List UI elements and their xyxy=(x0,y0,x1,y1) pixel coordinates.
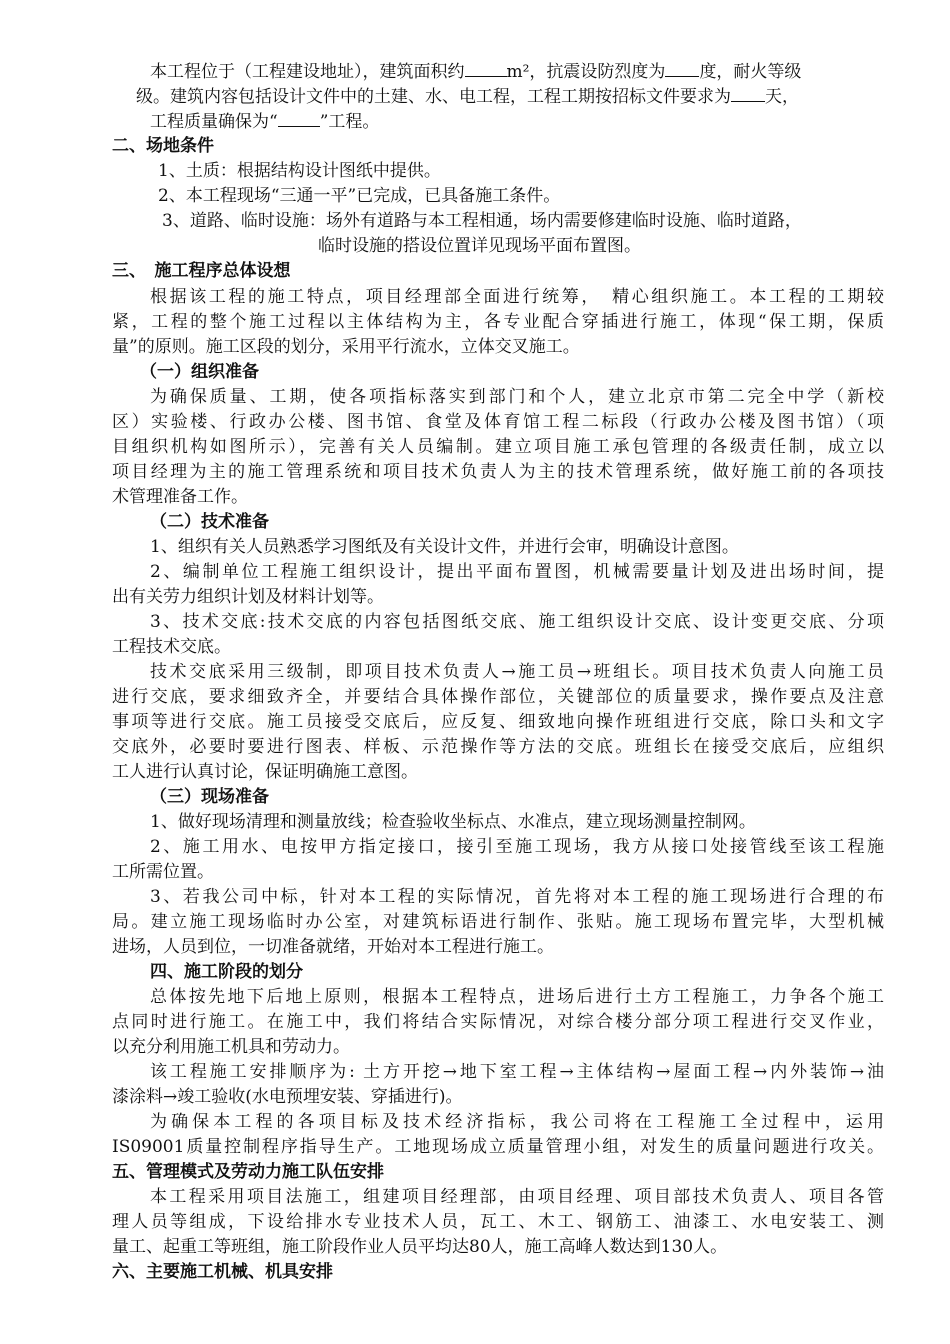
tech-item-2-line: 出有关劳力组织计划及材料计划等。 xyxy=(112,587,384,607)
tech-disclosure-line: 技术交底采用三级制，即项目技术负责人→施工员→班组长。项目技术负责人向施工员 xyxy=(150,662,884,682)
s4-quality-line: 为确保本工程的各项目标及技术经济指标，我公司将在工程施工全过程中，运用 xyxy=(150,1112,884,1132)
tech-item-3-line: 工程技术交底。 xyxy=(112,637,231,657)
intro-text: ”工程。 xyxy=(319,112,380,132)
s5-para-line: 量工、起重工等班组，施工阶段作业人员平均达80人，施工高峰人数达到130人。 xyxy=(112,1237,728,1257)
tech-disclosure-line: 交底外，必要时要进行图表、样板、示范操作等方法的交底。班组长在接受交底后，应组织 xyxy=(112,737,884,757)
intro-line-1 xyxy=(150,59,801,83)
intro-text: 本工程位于（工程建设地址），建筑面积约 xyxy=(150,62,465,82)
intro-text: 天， xyxy=(765,87,799,107)
intro-line-2 xyxy=(136,84,799,108)
seismic-blank xyxy=(665,59,699,77)
section-3-heading: 三、 施工程序总体设想 xyxy=(112,261,291,281)
section-6-heading: 六、主要施工机械、机具安排 xyxy=(112,1262,333,1282)
intro-line-3 xyxy=(150,109,379,133)
quality-blank xyxy=(278,109,320,127)
site-prep-item-1: 1、做好现场清理和测量放线；检查验收坐标点、水准点，建立现场测量控制网。 xyxy=(150,812,756,832)
site-item-1: 1、土质：根据结构设计图纸中提供。 xyxy=(158,161,441,181)
subheading-org-prep: （一）组织准备 xyxy=(140,362,259,382)
site-item-3-line-1: 3、道路、临时设施：场外有道路与本工程相通，场内需要修建临时设施、临时道路， xyxy=(162,211,802,231)
tech-disclosure-line: 工人进行认真讨论，保证明确施工意图。 xyxy=(112,762,418,782)
intro-text: 工程质量确保为“ xyxy=(150,112,278,132)
duration-blank xyxy=(731,84,765,102)
site-prep-item-3-line: 3、若我公司中标，针对本工程的实际情况，首先将对本工程的施工现场进行合理的布 xyxy=(150,887,884,907)
s4-para-line: 总体按先地下后地上原则，根据本工程特点，进场后进行土方工程施工，力争各个施工 xyxy=(150,987,884,1007)
site-prep-item-3-line: 局。建立施工现场临时办公室，对建筑标语进行制作、张贴。施工现场布置完毕，大型机械 xyxy=(112,912,884,932)
s4-para-line: 以充分利用施工机具和劳动力。 xyxy=(112,1037,350,1057)
tech-disclosure-line: 事项等进行交底。施工员接受交底后，应反复、细致地向操作班组进行交底，除口头和文字 xyxy=(112,712,884,732)
s4-para-line: 点同时进行施工。在施工中，我们将结合实际情况，对综合楼分部分项工程进行交叉作业， xyxy=(112,1012,884,1032)
site-item-2: 2、本工程现场“三通一平”已完成，已具备施工条件。 xyxy=(158,186,561,206)
tech-item-1: 1、组织有关人员熟悉学习图纸及有关设计文件，并进行会审，明确设计意图。 xyxy=(150,537,739,557)
s3-para-line: 紧，工程的整个施工过程以主体结构为主，各专业配合穿插进行施工，体现“保工期，保质 xyxy=(112,312,884,332)
site-item-3-line-2: 临时设施的搭设位置详见现场平面布置图。 xyxy=(318,236,641,256)
s3-para-line: 量”的原则。施工区段的划分，采用平行流水，立体交叉施工。 xyxy=(112,337,580,357)
intro-text: 度，耐火等级 xyxy=(699,62,802,82)
org-para-line: 术管理准备工作。 xyxy=(112,487,248,507)
tech-item-3-line: 3、技术交底:技术交底的内容包括图纸交底、施工组织设计交底、设计变更交底、分项 xyxy=(150,612,884,632)
s4-quality-line: IS09001质量控制程序指导生产。工地现场成立质量管理小组，对发生的质量问题进行攻关。 xyxy=(112,1137,884,1157)
org-para-line: 项目经理为主的施工管理系统和项目技术负责人为主的技术管理系统，做好施工前的各项技 xyxy=(112,462,884,482)
section-5-heading: 五、管理模式及劳动力施工队伍安排 xyxy=(112,1162,384,1182)
intro-text: m²，抗震设防烈度为 xyxy=(506,62,666,82)
subheading-tech-prep: （二）技术准备 xyxy=(150,512,269,532)
org-para-line: 为确保质量、工期，使各项指标落实到部门和个人，建立北京市第二完全中学（新校 xyxy=(150,387,884,407)
site-prep-item-2-line: 工所需位置。 xyxy=(112,862,214,882)
s5-para-line: 本工程采用项目法施工，组建项目经理部，由项目经理、项目部技术负责人、项目各管 xyxy=(150,1187,884,1207)
s3-para-line: 根据该工程的施工特点，项目经理部全面进行统筹， 精心组织施工。本工程的工期较 xyxy=(150,287,884,307)
subheading-site-prep: （三）现场准备 xyxy=(150,787,269,807)
org-para-line: 目组织机构如图所示），完善有关人员编制。建立项目施工承包管理的各级责任制，成立以 xyxy=(112,437,884,457)
org-para-line: 区）实验楼、行政办公楼、图书馆、食堂及体育馆工程二标段（行政办公楼及图书馆）（项 xyxy=(112,412,884,432)
s4-sequence-line: 该工程施工安排顺序为: 土方开挖→地下室工程→主体结构→屋面工程→内外装饰→油 xyxy=(150,1062,884,1082)
site-prep-item-3-line: 进场，人员到位，一切准备就绪，开始对本工程进行施工。 xyxy=(112,937,554,957)
site-prep-item-2-line: 2、施工用水、电按甲方指定接口，接引至施工现场，我方从接口处接管线至该工程施 xyxy=(150,837,884,857)
area-blank xyxy=(465,59,507,77)
intro-text: 级。建筑内容包括设计文件中的土建、水、电工程，工程工期按招标文件要求为 xyxy=(136,87,731,107)
s5-para-line: 理人员等组成，下设给排水专业技术人员，瓦工、木工、钢筋工、油漆工、水电安装工、测 xyxy=(112,1212,884,1232)
tech-item-2-line: 2、编制单位工程施工组织设计，提出平面布置图，机械需要量计划及进出场时间，提 xyxy=(150,562,884,582)
section-4-heading: 四、施工阶段的划分 xyxy=(150,962,303,982)
tech-disclosure-line: 进行交底，要求细致齐全，并要结合具体操作部位，关键部位的质量要求，操作要点及注意 xyxy=(112,687,884,707)
s4-sequence-line: 漆涂料→竣工验收(水电预埋安装、穿插进行)。 xyxy=(112,1087,463,1107)
section-2-heading: 二、场地条件 xyxy=(112,136,214,156)
